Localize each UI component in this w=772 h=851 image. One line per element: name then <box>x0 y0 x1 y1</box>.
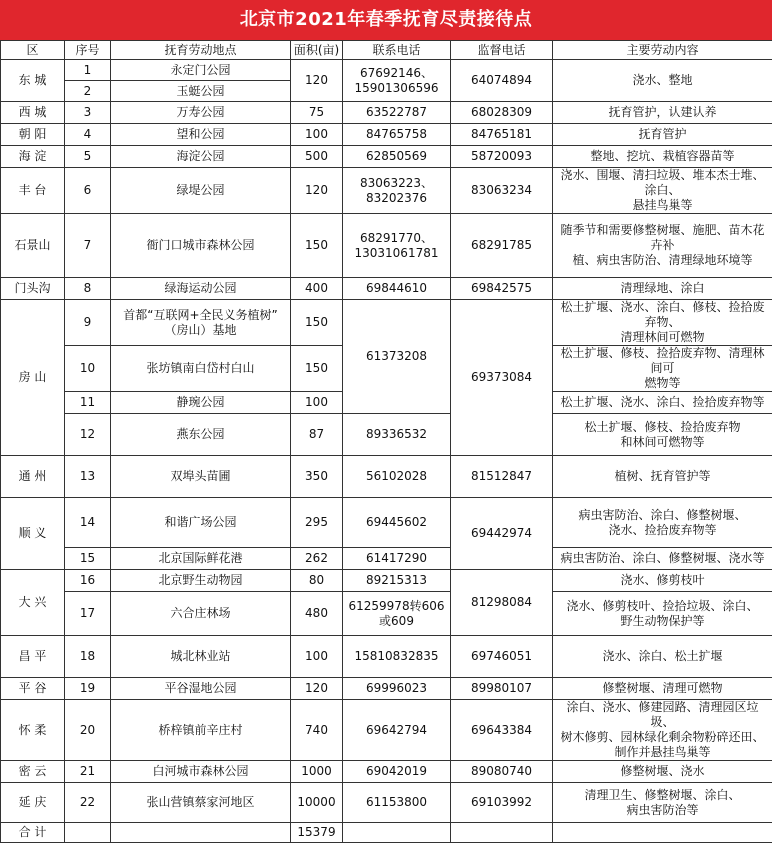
content-cell: 浇水、修剪枝叶、捡拾垃圾、涂白、 野生动物保护等 <box>553 592 772 636</box>
area-cell: 100 <box>291 124 343 146</box>
district-cell: 西 城 <box>1 102 65 124</box>
no-cell: 21 <box>65 761 111 783</box>
no-cell: 6 <box>65 168 111 214</box>
site-cell: 玉蜓公园 <box>111 81 291 102</box>
phone-cell: 61417290 <box>343 548 451 570</box>
supervise-cell: 69373084 <box>451 300 553 456</box>
table-row <box>1 214 772 278</box>
site-cell: 张山营镇蔡家河地区 <box>111 783 291 823</box>
table-row <box>1 570 772 592</box>
site-cell: 燕东公园 <box>111 414 291 456</box>
supervise-cell: 64074894 <box>451 60 553 102</box>
site-cell: 张坊镇南白岱村白山 <box>111 346 291 392</box>
no-cell: 11 <box>65 392 111 414</box>
content-cell: 浇水、修剪枝叶 <box>553 570 772 592</box>
site-cell: 白河城市森林公园 <box>111 761 291 783</box>
district-cell: 昌 平 <box>1 636 65 678</box>
content-cell: 植树、抚育管护等 <box>553 456 772 498</box>
supervise-cell: 69746051 <box>451 636 553 678</box>
district-cell: 海 淀 <box>1 146 65 168</box>
no-cell: 12 <box>65 414 111 456</box>
content-cell: 松土扩堰、浇水、涂白、修枝、捡拾废弃物、 清理林间可燃物 <box>553 300 772 346</box>
supervise-cell: 68291785 <box>451 214 553 278</box>
table-row <box>1 456 772 498</box>
table-row <box>1 700 772 761</box>
total-label: 合 计 <box>1 823 65 843</box>
no-cell: 16 <box>65 570 111 592</box>
district-cell: 朝 阳 <box>1 124 65 146</box>
header-row <box>1 41 772 60</box>
area-cell: 350 <box>291 456 343 498</box>
table-row <box>1 300 772 346</box>
phone-cell: 63522787 <box>343 102 451 124</box>
table-row <box>1 124 772 146</box>
supervise-cell: 89080740 <box>451 761 553 783</box>
site-cell: 桥梓镇前辛庄村 <box>111 700 291 761</box>
no-cell: 9 <box>65 300 111 346</box>
table-row <box>1 636 772 678</box>
content-cell: 浇水、涂白、松土扩堰 <box>553 636 772 678</box>
table-row <box>1 278 772 300</box>
area-cell: 87 <box>291 414 343 456</box>
phone-cell: 69996023 <box>343 678 451 700</box>
phone-cell: 61259978转606 或609 <box>343 592 451 636</box>
no-cell: 7 <box>65 214 111 278</box>
content-cell: 修整树堰、浇水 <box>553 761 772 783</box>
area-cell: 150 <box>291 346 343 392</box>
header-no: 序号 <box>65 41 111 60</box>
table-row <box>1 548 772 570</box>
no-cell: 8 <box>65 278 111 300</box>
phone-cell: 56102028 <box>343 456 451 498</box>
district-cell: 怀 柔 <box>1 700 65 761</box>
phone-cell: 61153800 <box>343 783 451 823</box>
site-cell: 首都“互联网+全民义务植树” （房山）基地 <box>111 300 291 346</box>
no-cell: 19 <box>65 678 111 700</box>
phone-cell: 83063223、 83202376 <box>343 168 451 214</box>
content-cell: 病虫害防治、涂白、修整树堰、 浇水、捡拾废弃物等 <box>553 498 772 548</box>
phone-cell: 69042019 <box>343 761 451 783</box>
table-row <box>1 168 772 214</box>
table-row <box>1 498 772 548</box>
content-cell: 抚育管护，认建认养 <box>553 102 772 124</box>
district-cell: 大 兴 <box>1 570 65 636</box>
content-cell: 病虫害防治、涂白、修整树堰、浇水等 <box>553 548 772 570</box>
table-row <box>1 146 772 168</box>
no-cell: 15 <box>65 548 111 570</box>
district-cell: 通 州 <box>1 456 65 498</box>
header-content: 主要劳动内容 <box>553 41 772 60</box>
district-cell: 平 谷 <box>1 678 65 700</box>
district-cell: 密 云 <box>1 761 65 783</box>
area-cell: 740 <box>291 700 343 761</box>
site-cell: 北京国际鲜花港 <box>111 548 291 570</box>
phone-cell: 69445602 <box>343 498 451 548</box>
phone-cell: 69844610 <box>343 278 451 300</box>
district-cell: 石景山 <box>1 214 65 278</box>
phone-cell: 89336532 <box>343 414 451 456</box>
no-cell: 4 <box>65 124 111 146</box>
content-cell: 随季节和需要修整树堰、施肥、苗木花卉补 植、病虫害防治、清理绿地环境等 <box>553 214 772 278</box>
phone-cell: 62850569 <box>343 146 451 168</box>
district-cell: 房 山 <box>1 300 65 456</box>
site-cell: 静琬公园 <box>111 392 291 414</box>
supervise-cell: 81512847 <box>451 456 553 498</box>
area-cell: 480 <box>291 592 343 636</box>
supervise-cell: 69442974 <box>451 498 553 570</box>
no-cell: 17 <box>65 592 111 636</box>
supervise-cell: 83063234 <box>451 168 553 214</box>
site-cell: 绿海运动公园 <box>111 278 291 300</box>
total-row <box>1 823 772 843</box>
supervise-cell: 89980107 <box>451 678 553 700</box>
content-cell: 整地、挖坑、栽植容器苗等 <box>553 146 772 168</box>
site-cell: 海淀公园 <box>111 146 291 168</box>
content-cell: 松土扩堰、浇水、涂白、捡拾废弃物等 <box>553 392 772 414</box>
area-cell: 500 <box>291 146 343 168</box>
area-cell: 1000 <box>291 761 343 783</box>
phone-cell: 67692146、 15901306596 <box>343 60 451 102</box>
content-cell: 清理卫生、修整树堰、涂白、 病虫害防治等 <box>553 783 772 823</box>
supervise-cell: 84765181 <box>451 124 553 146</box>
district-cell: 东 城 <box>1 60 65 102</box>
site-cell: 望和公园 <box>111 124 291 146</box>
area-cell: 150 <box>291 300 343 346</box>
supervise-cell: 58720093 <box>451 146 553 168</box>
table-row <box>1 414 772 456</box>
area-cell: 100 <box>291 636 343 678</box>
header-phone: 联系电话 <box>343 41 451 60</box>
page-title: 北京市2021年春季抚育尽责接待点 <box>0 0 772 40</box>
phone-cell: 15810832835 <box>343 636 451 678</box>
header-supervise: 监督电话 <box>451 41 553 60</box>
no-cell: 2 <box>65 81 111 102</box>
area-cell: 75 <box>291 102 343 124</box>
supervise-cell: 69103992 <box>451 783 553 823</box>
phone-cell: 84765758 <box>343 124 451 146</box>
phone-cell: 61373208 <box>343 300 451 414</box>
area-cell: 10000 <box>291 783 343 823</box>
header-area: 面积(亩) <box>291 41 343 60</box>
reception-points-table <box>0 40 772 843</box>
no-cell: 22 <box>65 783 111 823</box>
district-cell: 丰 台 <box>1 168 65 214</box>
table-row <box>1 592 772 636</box>
no-cell: 18 <box>65 636 111 678</box>
site-cell: 北京野生动物园 <box>111 570 291 592</box>
phone-cell: 89215313 <box>343 570 451 592</box>
area-cell: 100 <box>291 392 343 414</box>
supervise-cell: 81298084 <box>451 570 553 636</box>
content-cell: 松土扩堰、修枝、捡拾废弃物、清理林间可 燃物等 <box>553 346 772 392</box>
site-cell: 绿堤公园 <box>111 168 291 214</box>
supervise-cell: 69643384 <box>451 700 553 761</box>
area-cell: 120 <box>291 678 343 700</box>
content-cell: 浇水、整地 <box>553 60 772 102</box>
phone-cell: 68291770、 13031061781 <box>343 214 451 278</box>
supervise-cell: 68028309 <box>451 102 553 124</box>
district-cell: 门头沟 <box>1 278 65 300</box>
no-cell: 13 <box>65 456 111 498</box>
content-cell: 修整树堰、清理可燃物 <box>553 678 772 700</box>
header-site: 抚育劳动地点 <box>111 41 291 60</box>
district-cell: 延 庆 <box>1 783 65 823</box>
no-cell: 3 <box>65 102 111 124</box>
area-cell: 400 <box>291 278 343 300</box>
no-cell: 20 <box>65 700 111 761</box>
header-district: 区 <box>1 41 65 60</box>
no-cell: 14 <box>65 498 111 548</box>
area-cell: 120 <box>291 168 343 214</box>
table-row <box>1 678 772 700</box>
district-cell: 顺 义 <box>1 498 65 570</box>
table-row <box>1 60 772 81</box>
content-cell: 松土扩堰、修枝、捡拾废弃物 和林间可燃物等 <box>553 414 772 456</box>
total-area: 15379 <box>291 823 343 843</box>
content-cell: 涂白、浇水、修建园路、清理园区垃圾、 树木修剪、园林绿化剩余物粉碎还田、 制作并悬挂鸟巢等 <box>553 700 772 761</box>
site-cell: 永定门公园 <box>111 60 291 81</box>
area-cell: 80 <box>291 570 343 592</box>
site-cell: 万寿公园 <box>111 102 291 124</box>
area-cell: 295 <box>291 498 343 548</box>
no-cell: 5 <box>65 146 111 168</box>
table-row <box>1 761 772 783</box>
area-cell: 262 <box>291 548 343 570</box>
site-cell: 和谐广场公园 <box>111 498 291 548</box>
area-cell: 120 <box>291 60 343 102</box>
no-cell: 10 <box>65 346 111 392</box>
no-cell: 1 <box>65 60 111 81</box>
table-row <box>1 783 772 823</box>
content-cell: 浇水、围堰、清扫垃圾、堆本杰士堆、涂白、 悬挂鸟巢等 <box>553 168 772 214</box>
table-row <box>1 102 772 124</box>
site-cell: 六合庄林场 <box>111 592 291 636</box>
content-cell: 清理绿地、涂白 <box>553 278 772 300</box>
site-cell: 衙门口城市森林公园 <box>111 214 291 278</box>
content-cell: 抚育管护 <box>553 124 772 146</box>
phone-cell: 69642794 <box>343 700 451 761</box>
supervise-cell: 69842575 <box>451 278 553 300</box>
site-cell: 双埠头苗圃 <box>111 456 291 498</box>
site-cell: 城北林业站 <box>111 636 291 678</box>
area-cell: 150 <box>291 214 343 278</box>
site-cell: 平谷湿地公园 <box>111 678 291 700</box>
